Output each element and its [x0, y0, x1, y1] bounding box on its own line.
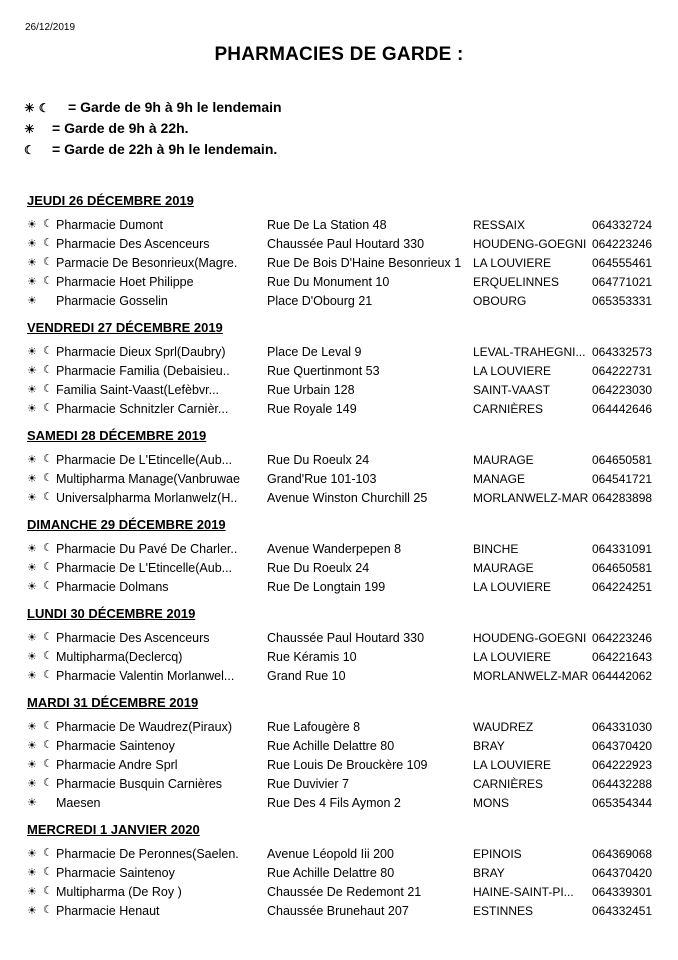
moon-icon: ☾ [43, 561, 53, 573]
sun-icon: ☀ [27, 219, 37, 231]
sun-icon: ☀ [27, 365, 37, 377]
pharmacy-name: Pharmacie Schnitzler Carnièr... [56, 402, 229, 416]
pharmacy-row [27, 648, 667, 667]
pharmacy-phone: 064223246 [592, 237, 653, 251]
pharmacy-row [27, 451, 667, 470]
moon-icon: ☾ [43, 669, 53, 681]
sun-icon: ☀ [27, 295, 37, 307]
pharmacy-row [27, 254, 667, 273]
day-section [27, 603, 667, 686]
pharmacy-row [27, 902, 667, 921]
sun-icon: ☀ [27, 562, 37, 574]
sun-icon: ☀ [27, 632, 37, 644]
pharmacy-phone: 064222923 [592, 758, 653, 772]
pharmacy-address: Chaussée Brunehaut 207 [267, 904, 409, 918]
pharmacy-phone: 064442062 [592, 669, 653, 683]
pharmacy-name: Pharmacie Familia (Debaisieu.. [56, 364, 230, 378]
day-section [27, 190, 667, 311]
sun-icon: ☀ [27, 581, 37, 593]
pharmacy-row [27, 292, 667, 311]
pharmacy-city: HAINE-SAINT-PI... [473, 885, 574, 899]
pharmacy-address: Rue Louis De Brouckère 109 [267, 758, 428, 772]
pharmacy-phone: 064332724 [592, 218, 653, 232]
sun-icon: ☀ [27, 759, 37, 771]
day-heading: DIMANCHE 29 DÉCEMBRE 2019 [27, 517, 226, 532]
moon-icon: ☾ [43, 402, 53, 414]
legend [24, 96, 282, 159]
pharmacy-address: Place D'Obourg 21 [267, 294, 373, 308]
moon-icon: ☾ [43, 580, 53, 592]
pharmacy-phone: 064650581 [592, 453, 653, 467]
sun-icon: ☀ [27, 778, 37, 790]
pharmacy-phone: 064369068 [592, 847, 653, 861]
pharmacy-city: ESTINNES [473, 904, 534, 918]
moon-icon: ☾ [43, 847, 53, 859]
day-heading: LUNDI 30 DÉCEMBRE 2019 [27, 606, 196, 621]
pharmacy-address: Rue Du Roeulx 24 [267, 453, 370, 467]
moon-icon: ☾ [43, 364, 53, 376]
sun-icon: ☀ [27, 543, 37, 555]
pharmacy-name: Pharmacie Valentin Morlanwel... [56, 669, 235, 683]
sun-icon: ☀ [27, 492, 37, 504]
pharmacy-city: MORLANWELZ-MAR [473, 491, 589, 505]
pharmacy-phone: 064555461 [592, 256, 653, 270]
pharmacy-row [27, 235, 667, 254]
pharmacy-name: Multipharma Manage(Vanbruwae [56, 472, 240, 486]
moon-icon: ☾ [43, 631, 53, 643]
pharmacy-address: Chaussée Paul Houtard 330 [267, 237, 425, 251]
legend-text: = Garde de 9h à 22h. [52, 119, 189, 136]
pharmacy-row [27, 343, 667, 362]
sun-icon: ☀ [24, 121, 35, 136]
pharmacy-name: Pharmacie Dolmans [56, 580, 169, 594]
pharmacy-name: Pharmacie Gosselin [56, 294, 168, 308]
sun-icon: ☀ [27, 403, 37, 415]
moon-icon: ☾ [43, 453, 53, 465]
pharmacy-row [27, 737, 667, 756]
pharmacy-city: HOUDENG-GOEGNI [473, 237, 587, 251]
pharmacy-address: Rue Kéramis 10 [267, 650, 357, 664]
pharmacy-name: Pharmacie Des Ascenceurs [56, 237, 210, 251]
pharmacy-address: Rue De Bois D'Haine Besonrieux 1 [267, 256, 462, 270]
pharmacy-row [27, 489, 667, 508]
pharmacy-address: Rue Achille Delattre 80 [267, 866, 395, 880]
pharmacy-row [27, 629, 667, 648]
moon-icon: ☾ [43, 237, 53, 249]
pharmacy-city: LA LOUVIERE [473, 580, 552, 594]
pharmacy-name: Familia Saint-Vaast(Lefèbvr... [56, 383, 220, 397]
pharmacy-address: Rue Quertinmont 53 [267, 364, 380, 378]
sun-icon: ☀ [27, 721, 37, 733]
sun-icon: ☀ [27, 797, 37, 809]
day-heading: MARDI 31 DÉCEMBRE 2019 [27, 695, 199, 710]
pharmacy-city: HOUDENG-GOEGNI [473, 631, 587, 645]
day-section [27, 514, 667, 597]
pharmacy-phone: 064650581 [592, 561, 653, 575]
pharmacy-row [27, 845, 667, 864]
pharmacy-name: Pharmacie De Peronnes(Saelen. [56, 847, 239, 861]
pharmacy-phone: 064771021 [592, 275, 653, 289]
moon-icon: ☾ [43, 275, 53, 287]
pharmacy-city: ERQUELINNES [473, 275, 560, 289]
pharmacy-city: LA LOUVIERE [473, 650, 552, 664]
moon-icon: ☾ [43, 491, 53, 503]
pharmacy-phone: 064442646 [592, 402, 653, 416]
pharmacy-address: Grand Rue 10 [267, 669, 346, 683]
sun-icon: ☀ [24, 100, 35, 115]
pharmacy-address: Avenue Léopold Iii 200 [267, 847, 394, 861]
pharmacy-city: BRAY [473, 739, 505, 753]
pharmacy-address: Rue Achille Delattre 80 [267, 739, 395, 753]
pharmacy-city: MORLANWELZ-MAR [473, 669, 589, 683]
legend-icons [24, 141, 52, 157]
pharmacy-row [27, 718, 667, 737]
day-section [27, 692, 667, 813]
pharmacy-address: Avenue Wanderpepen 8 [267, 542, 402, 556]
moon-icon: ☾ [43, 472, 53, 484]
pharmacy-name: Universalpharma Morlanwelz(H.. [56, 491, 238, 505]
pharmacy-city: MAURAGE [473, 453, 534, 467]
page-title: PHARMACIES DE GARDE : [214, 44, 464, 65]
pharmacy-name: Pharmacie Henaut [56, 904, 160, 918]
pharmacy-row [27, 794, 667, 813]
day-heading: JEUDI 26 DÉCEMBRE 2019 [27, 193, 194, 208]
pharmacy-name: Pharmacie Dieux Sprl(Daubry) [56, 345, 226, 359]
pharmacy-name: Pharmacie Andre Sprl [56, 758, 178, 772]
pharmacy-phone: 064370420 [592, 866, 653, 880]
pharmacy-phone: 064432288 [592, 777, 653, 791]
pharmacy-row [27, 273, 667, 292]
day-heading: MERCREDI 1 JANVIER 2020 [27, 822, 200, 837]
pharmacy-address: Rue Royale 149 [267, 402, 357, 416]
moon-icon: ☾ [43, 758, 53, 770]
pharmacy-city: CARNIÈRES [473, 777, 544, 791]
pharmacy-name: Pharmacie De Waudrez(Piraux) [56, 720, 232, 734]
pharmacy-name: Maesen [56, 796, 101, 810]
pharmacy-phone: 064221643 [592, 650, 653, 664]
pharmacy-name: Pharmacie Busquin Carnières [56, 777, 223, 791]
day-heading: SAMEDI 28 DÉCEMBRE 2019 [27, 428, 207, 443]
pharmacy-phone: 064331030 [592, 720, 653, 734]
pharmacy-row [27, 540, 667, 559]
pharmacy-row [27, 559, 667, 578]
pharmacy-name: Pharmacie Dumont [56, 218, 163, 232]
pharmacy-city: SAINT-VAAST [473, 383, 551, 397]
pharmacy-city: RESSAIX [473, 218, 526, 232]
pharmacy-phone: 064223246 [592, 631, 653, 645]
pharmacy-name: Pharmacie De L'Etincelle(Aub... [56, 453, 233, 467]
pharmacy-name: Multipharma (De Roy ) [56, 885, 182, 899]
pharmacy-address: Place De Leval 9 [267, 345, 362, 359]
pharmacy-address: Grand'Rue 101-103 [267, 472, 377, 486]
pharmacy-phone: 064223030 [592, 383, 653, 397]
sun-icon: ☀ [27, 257, 37, 269]
moon-icon: ☾ [43, 218, 53, 230]
pharmacy-address: Rue Duvivier 7 [267, 777, 349, 791]
pharmacy-address: Chaussée De Redemont 21 [267, 885, 422, 899]
sun-icon: ☀ [27, 346, 37, 358]
day-section [27, 425, 667, 508]
pharmacy-name: Pharmacie Saintenoy [56, 866, 175, 880]
pharmacy-phone: 064332451 [592, 904, 653, 918]
sun-icon: ☀ [27, 848, 37, 860]
pharmacy-address: Rue Du Roeulx 24 [267, 561, 370, 575]
legend-text: = Garde de 22h à 9h le lendemain. [52, 140, 278, 157]
pharmacy-city: MANAGE [473, 472, 526, 486]
pharmacy-city: CARNIÈRES [473, 402, 544, 416]
pharmacy-row [27, 470, 667, 489]
pharmacy-phone: 064332573 [592, 345, 653, 359]
sun-icon: ☀ [27, 740, 37, 752]
pharmacy-city: LA LOUVIERE [473, 256, 552, 270]
pharmacy-address: Rue De Longtain 199 [267, 580, 386, 594]
pharmacy-row [27, 756, 667, 775]
pharmacy-name: Pharmacie Du Pavé De Charler.. [56, 542, 238, 556]
pharmacy-phone: 065353331 [592, 294, 653, 308]
moon-icon: ☾ [43, 542, 53, 554]
legend-row [24, 138, 282, 159]
pharmacy-phone: 064222731 [592, 364, 653, 378]
pharmacy-address: Rue De La Station 48 [267, 218, 387, 232]
pharmacy-address: Rue Du Monument 10 [267, 275, 390, 289]
moon-icon: ☾ [43, 650, 53, 662]
sun-icon: ☀ [27, 473, 37, 485]
pharmacy-city: OBOURG [473, 294, 527, 308]
moon-icon: ☾ [43, 739, 53, 751]
day-heading: VENDREDI 27 DÉCEMBRE 2019 [27, 320, 223, 335]
moon-icon: ☾ [24, 142, 35, 157]
pharmacy-phone: 065354344 [592, 796, 653, 810]
pharmacy-name: Pharmacie De L'Etincelle(Aub... [56, 561, 233, 575]
moon-icon: ☾ [43, 256, 53, 268]
sun-icon: ☀ [27, 867, 37, 879]
day-sections [27, 190, 667, 921]
pharmacy-row [27, 400, 667, 419]
day-section [27, 819, 667, 921]
pharmacy-phone: 064339301 [592, 885, 653, 899]
moon-icon: ☾ [43, 777, 53, 789]
moon-icon: ☾ [43, 383, 53, 395]
sun-icon: ☀ [27, 670, 37, 682]
pharmacy-city: LA LOUVIERE [473, 364, 552, 378]
pharmacy-address: Chaussée Paul Houtard 330 [267, 631, 425, 645]
moon-icon: ☾ [43, 866, 53, 878]
pharmacy-name: Pharmacie Des Ascenceurs [56, 631, 210, 645]
sun-icon: ☀ [27, 384, 37, 396]
pharmacy-name: Parmacie De Besonrieux(Magre. [56, 256, 238, 270]
pharmacy-city: BINCHE [473, 542, 519, 556]
pharmacy-phone: 064283898 [592, 491, 653, 505]
date-stamp: 26/12/2019 [25, 22, 76, 33]
pharmacy-phone: 064541721 [592, 472, 653, 486]
pharmacy-row [27, 883, 667, 902]
pharmacy-city: LA LOUVIERE [473, 758, 552, 772]
sun-icon: ☀ [27, 905, 37, 917]
legend-row [24, 96, 282, 117]
pharmacy-address: Rue Lafougère 8 [267, 720, 361, 734]
moon-icon: ☾ [43, 720, 53, 732]
pharmacy-city: BRAY [473, 866, 505, 880]
pharmacy-row [27, 578, 667, 597]
pharmacy-name: Multipharma(Declercq) [56, 650, 183, 664]
legend-row [24, 117, 282, 138]
pharmacy-row [27, 775, 667, 794]
pharmacy-city: MAURAGE [473, 561, 534, 575]
pharmacy-city: MONS [473, 796, 509, 810]
moon-icon: ☾ [43, 904, 53, 916]
pharmacy-name: Pharmacie Hoet Philippe [56, 275, 194, 289]
pharmacy-row [27, 381, 667, 400]
pharmacy-name: Pharmacie Saintenoy [56, 739, 175, 753]
pharmacy-phone: 064331091 [592, 542, 653, 556]
pharmacy-row [27, 864, 667, 883]
sun-icon: ☀ [27, 276, 37, 288]
day-section [27, 317, 667, 419]
legend-icons [24, 120, 52, 136]
moon-icon: ☾ [43, 885, 53, 897]
pharmacy-phone: 064370420 [592, 739, 653, 753]
pharmacy-phone: 064224251 [592, 580, 653, 594]
pharmacy-city: LEVAL-TRAHEGNI... [473, 345, 586, 359]
pharmacy-city: WAUDREZ [473, 720, 534, 734]
pharmacy-row [27, 216, 667, 235]
legend-text: = Garde de 9h à 9h le lendemain [68, 98, 282, 115]
moon-icon: ☾ [43, 345, 53, 357]
pharmacy-address: Rue Urbain 128 [267, 383, 355, 397]
pharmacy-city: EPINOIS [473, 847, 522, 861]
pharmacy-address: Avenue Winston Churchill 25 [267, 491, 428, 505]
sun-icon: ☀ [27, 651, 37, 663]
pharmacy-address: Rue Des 4 Fils Aymon 2 [267, 796, 401, 810]
legend-icons [24, 99, 68, 115]
pharmacy-row [27, 362, 667, 381]
sun-icon: ☀ [27, 886, 37, 898]
pharmacy-row [27, 667, 667, 686]
sun-icon: ☀ [27, 454, 37, 466]
sun-icon: ☀ [27, 238, 37, 250]
moon-icon: ☾ [38, 100, 50, 115]
